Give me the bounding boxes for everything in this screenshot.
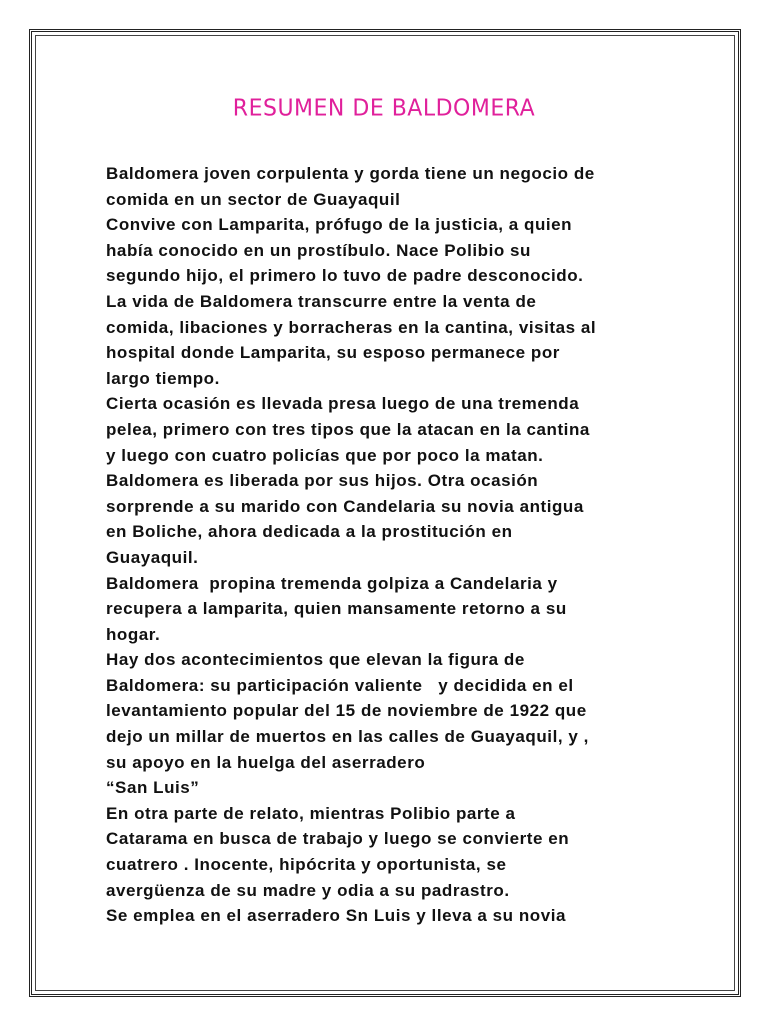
body-line: hogar. <box>106 624 161 644</box>
body-line: recupera a lamparita, quien mansamente retorno a su <box>106 599 567 619</box>
body-line: Cierta ocasión es llevada presa luego de una tremenda <box>106 394 580 414</box>
body-line: Baldomera joven corpulenta y gorda tiene un negocio de <box>106 164 595 183</box>
body-line: Baldomera es liberada por sus hijos. Otra ocasión <box>106 471 539 491</box>
body-line: cuatrero . Inocente, hipócrita y oportunista, se <box>106 855 507 875</box>
body-line: su apoyo en la huelga del aserradero <box>106 752 426 772</box>
body-line: Guayaquil. <box>106 547 199 567</box>
body-line: comida en un sector de Guayaquil <box>106 189 401 209</box>
body-line: Hay dos acontecimientos que elevan la figura de <box>106 650 525 670</box>
body-line: En otra parte de relato, mientras Polibio parte a <box>106 803 516 823</box>
body-line: en Boliche, ahora dedicada a la prostitución en <box>106 522 513 542</box>
body-line: Baldomera: su participación valiente y decidida en el <box>106 675 574 695</box>
body-line: hospital donde Lamparita, su esposo permanece por <box>106 343 560 363</box>
body-line: Convive con Lamparita, prófugo de la justicia, a quien <box>106 215 573 235</box>
body-line: dejo un millar de muertos en las calles de Guayaquil, y , <box>106 727 589 747</box>
body-line: avergüenza de su madre y odia a su padrastro. <box>106 880 510 900</box>
body-line: pelea, primero con tres tipos que la atacan en la cantina <box>106 419 590 439</box>
body-line: había conocido en un prostíbulo. Nace Polibio su <box>106 240 531 260</box>
body-line: segundo hijo, el primero lo tuvo de padre desconocido. <box>106 266 584 286</box>
document-body <box>106 161 686 929</box>
body-line: comida, libaciones y borracheras en la cantina, visitas al <box>106 317 597 337</box>
body-line: “San Luis” <box>106 778 200 798</box>
body-line: Baldomera propina tremenda golpiza a Candelaria y <box>106 573 558 593</box>
body-line: La vida de Baldomera transcurre entre la venta de <box>106 291 537 311</box>
body-line: Se emplea en el aserradero Sn Luis y lleva a su novia <box>106 906 567 926</box>
document-title: RESUMEN DE BALDOMERA <box>232 95 536 122</box>
body-line: sorprende a su marido con Candelaria su novia antigua <box>106 496 584 516</box>
body-line: Catarama en busca de trabajo y luego se convierte en <box>106 829 570 849</box>
body-line: y luego con cuatro policías que por poco la matan. <box>106 445 544 465</box>
body-line: largo tiempo. <box>106 368 220 388</box>
body-line: levantamiento popular del 15 de noviembre de 1922 que <box>106 701 587 721</box>
